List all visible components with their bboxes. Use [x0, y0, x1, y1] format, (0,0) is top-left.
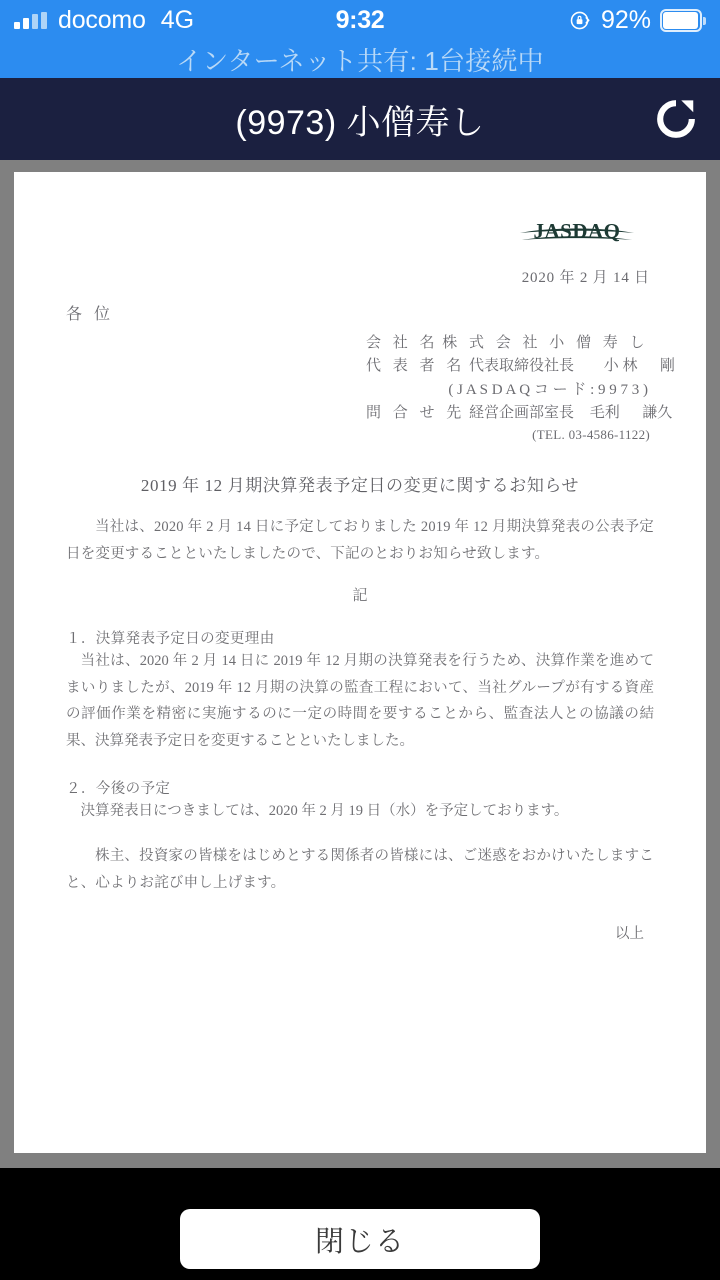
jasdaq-code-line: ( J A S D A Q コ ー ド : 9 9 7 3 ) [448, 381, 648, 398]
closing-marker: 以上 [615, 926, 644, 943]
contact-label: 問 合 せ 先 [366, 404, 466, 421]
company-info-block [66, 332, 676, 445]
carrier-label: docomo [58, 5, 146, 34]
network-type-label: 4G [160, 5, 195, 34]
section2-body: 決算発表日につきましては、2020 年 2 月 19 日（水）を予定しております。 [80, 803, 569, 820]
jasdaq-logo-icon [518, 214, 636, 253]
page-title: (9973) 小僧寿し [235, 103, 485, 142]
contact-title: 経営企画部室長 [469, 404, 575, 421]
ios-status-bar [0, 0, 720, 78]
tethering-banner: インターネット共有: 1台接続中 [176, 45, 544, 76]
apology-paragraph: 株主、投資家の皆様をはじめとする関係者の皆様には、ご迷惑をおかけいたしますこと、心よりお詫び申し上げます。 [66, 847, 654, 891]
company-name-line [366, 332, 654, 355]
pdf-document-page [14, 172, 706, 1153]
ki-marker: 記 [352, 587, 368, 604]
company-name-label: 会 社 名 [366, 335, 439, 351]
document-date: 2020 年 2 月 14 日 [521, 270, 650, 286]
representative-line [366, 355, 676, 378]
app-header-bar [0, 78, 720, 160]
rotation-lock-icon [569, 9, 592, 32]
section2-heading: ２．今後の予定 [66, 781, 171, 798]
status-bar-right [569, 0, 706, 40]
telephone-line: (TEL. 03-4586-1122) [532, 427, 650, 442]
intro-paragraph: 当社は、2020 年 2 月 14 日に予定しておりました 2019 年 12 月期決算発表の公表予定日を変更することといたしましたので、下記のとおりお知らせ致します。 [66, 519, 654, 562]
contact-line [366, 402, 673, 425]
representative-name: 小 林 剛 [603, 358, 676, 375]
section1-body: 当社は、2020 年 2 月 14 日に 2019 年 12 月期の決算発表を行うため、決算作業を進めてまいりましたが、2019 年 12 月期の決算の監査工程において、当社グループが有する資産の評価作業を精密に実施するのに一定の時間を要することから、監査法人との協議の結果、決算発表予定日を変更することといたしました。 [66, 652, 654, 750]
battery-percent-label: 92% [600, 5, 651, 34]
contact-name: 毛利 謙久 [589, 404, 673, 421]
clock-label: 9:32 [335, 5, 385, 34]
status-bar-row [0, 0, 720, 40]
close-button[interactable]: 閉じる [180, 1209, 540, 1269]
company-name-value: 株 式 会 社 小 僧 寿 し [442, 335, 649, 351]
document-heading: 2019 年 12 月期決算発表予定日の変更に関するお知らせ [140, 476, 580, 496]
document-logo-row [66, 214, 654, 260]
section1-heading: １．決算発表予定日の変更理由 [66, 630, 275, 647]
addressee-label: 各 位 [66, 306, 115, 323]
representative-label: 代 表 者 名 [366, 358, 466, 375]
bottom-action-bar [0, 1168, 720, 1280]
representative-title: 代表取締役社長 [469, 358, 575, 375]
svg-text:JASDAQ: JASDAQ [533, 219, 621, 243]
battery-icon [660, 9, 706, 32]
refresh-icon[interactable] [648, 91, 704, 147]
document-scroll-area[interactable] [0, 160, 720, 1168]
